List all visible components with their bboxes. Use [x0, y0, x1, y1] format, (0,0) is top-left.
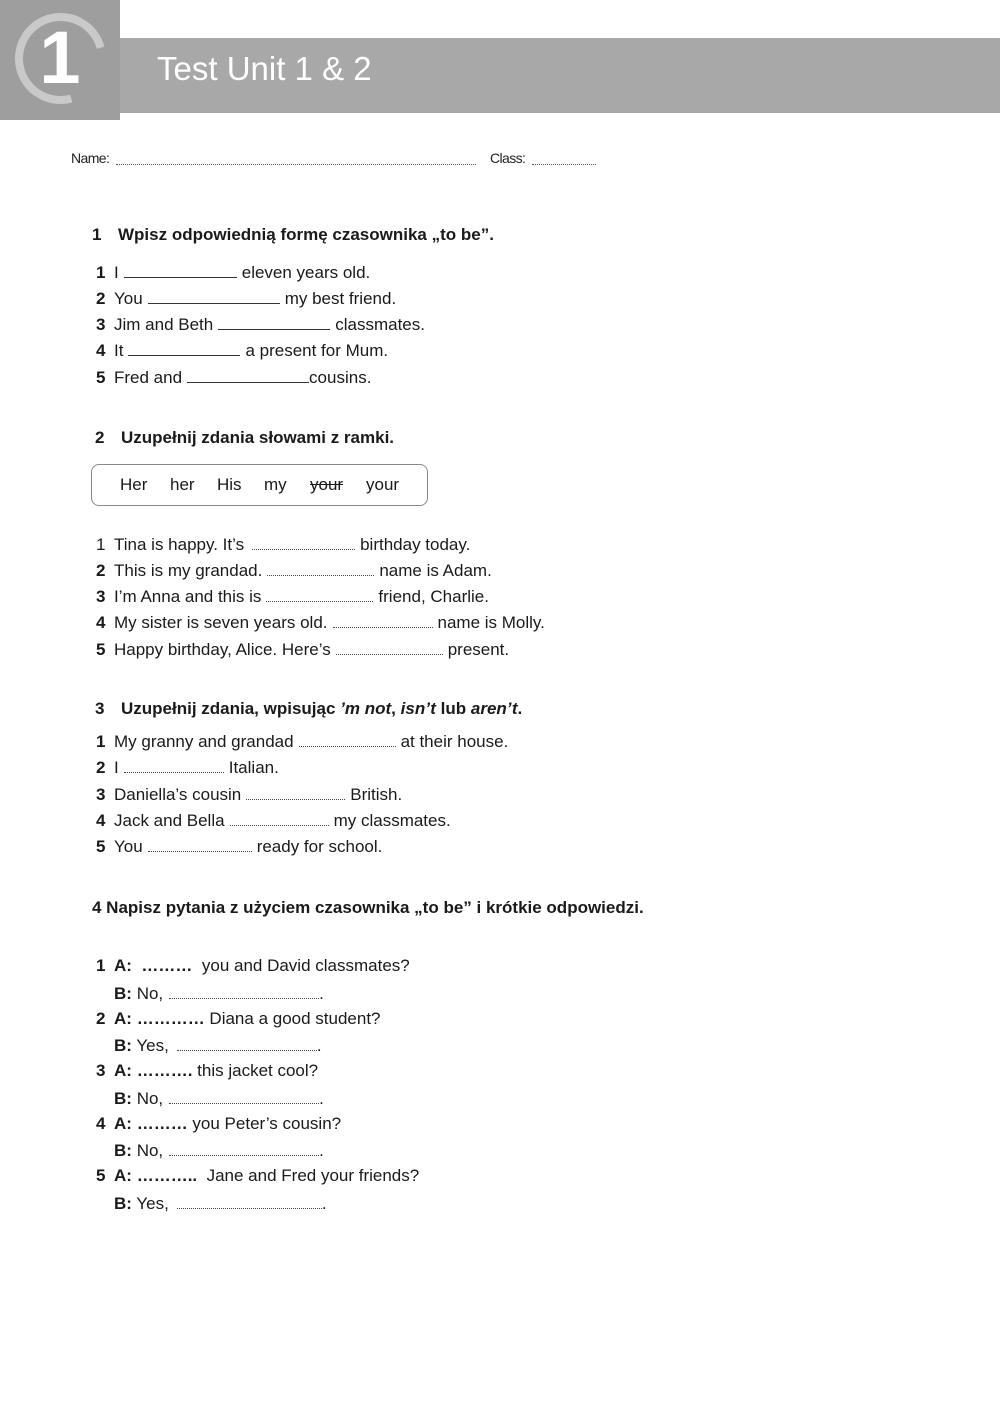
- answer-blank[interactable]: [267, 559, 374, 576]
- item-number: 2: [96, 289, 106, 308]
- class-label: Class:: [490, 150, 526, 166]
- item-text: name is Molly.: [437, 613, 545, 632]
- word-option: her: [170, 475, 195, 494]
- answer-blank[interactable]: [299, 730, 396, 747]
- word-option: your: [366, 475, 400, 494]
- item-text: present.: [447, 640, 510, 659]
- ex3-item-2: [96, 756, 279, 779]
- ex4-item-5-answer: [114, 1192, 327, 1215]
- word-option: my: [264, 475, 287, 494]
- ex4-item-4-answer: [114, 1139, 324, 1162]
- item-number: 3: [96, 1061, 106, 1080]
- question-text: Diana a good student?: [209, 1009, 381, 1028]
- item-text: Jim and Beth: [114, 315, 214, 334]
- unit-number: 1: [39, 16, 81, 99]
- speaker-a-label: A:: [114, 1114, 132, 1133]
- punctuation: ,: [391, 699, 396, 718]
- punctuation: .: [316, 1036, 322, 1055]
- answer-text: No,: [136, 1141, 164, 1160]
- item-number: 3: [96, 587, 106, 606]
- item-text: I: [114, 758, 119, 777]
- item-number: 5: [96, 837, 106, 856]
- punctuation: .: [319, 1141, 324, 1160]
- item-text: cousins.: [309, 368, 372, 387]
- speaker-a-label: A:: [114, 1061, 132, 1080]
- item-text: I: [114, 263, 119, 282]
- item-text: My granny and grandad: [114, 732, 294, 751]
- answer-blank[interactable]: [333, 611, 433, 628]
- speaker-b-label: B:: [114, 1194, 132, 1213]
- word-option: His: [217, 475, 242, 494]
- answer-blank[interactable]: [246, 783, 345, 800]
- ex3-item-5: [96, 835, 382, 858]
- answer-blank[interactable]: [218, 313, 330, 330]
- item-text: my best friend.: [284, 289, 397, 308]
- class-field[interactable]: [532, 164, 596, 165]
- ex4-item-1-answer: [114, 982, 324, 1005]
- item-number: 1: [96, 535, 106, 554]
- question-text: this jacket cool?: [197, 1061, 319, 1080]
- punctuation: .: [319, 984, 324, 1003]
- item-number: 5: [96, 640, 106, 659]
- speaker-a-label: A:: [114, 956, 132, 975]
- answer-blank[interactable]: [230, 809, 329, 826]
- question-blank[interactable]: ………: [136, 1114, 188, 1133]
- question-text: you Peter’s cousin?: [192, 1114, 342, 1133]
- ex1-item-3: [96, 313, 425, 336]
- question-blank[interactable]: ……….: [136, 1061, 193, 1080]
- ex2-item-2: [96, 559, 492, 582]
- question-blank[interactable]: ………..: [136, 1166, 198, 1185]
- item-number: 4: [96, 811, 106, 830]
- item-text: name is Adam.: [379, 561, 492, 580]
- ex2-item-5: [96, 638, 509, 661]
- answer-text: Yes,: [136, 1194, 169, 1213]
- item-text: birthday today.: [360, 535, 471, 554]
- speaker-b-label: B:: [114, 1141, 132, 1160]
- exercise-instruction: Uzupełnij zdania słowami z ramki.: [121, 428, 395, 447]
- item-text: classmates.: [335, 315, 425, 334]
- ex4-item-3-question: [96, 1060, 318, 1082]
- exercise-number: 3: [95, 699, 105, 718]
- ex2-item-1: [96, 533, 470, 556]
- ex3-item-4: [96, 809, 451, 832]
- item-text: my classmates.: [333, 811, 451, 830]
- speaker-b-label: B:: [114, 1089, 132, 1108]
- word-option: Her: [120, 475, 148, 494]
- answer-blank[interactable]: [177, 1192, 322, 1209]
- item-number: 5: [96, 368, 106, 387]
- item-text: Fred and: [114, 368, 183, 387]
- exercise-instruction: Wpisz odpowiednią formę czasownika „to be”.: [118, 225, 494, 244]
- answer-text: Yes,: [136, 1036, 169, 1055]
- answer-blank[interactable]: [187, 366, 309, 383]
- exercise-number: 2: [95, 428, 105, 447]
- ex2-item-4: [96, 611, 545, 634]
- item-text: Italian.: [228, 758, 279, 777]
- item-number: 3: [96, 315, 106, 334]
- exercise-4-heading: 4 Napisz pytania z użyciem czasownika „to be” i krótkie odpowiedzi.: [92, 898, 644, 917]
- item-text: ready for school.: [256, 837, 383, 856]
- item-number: 1: [96, 956, 106, 975]
- item-text: This is my grandad.: [114, 561, 263, 580]
- ex1-item-1: [96, 261, 370, 284]
- exercise-number: 1: [92, 225, 102, 244]
- item-text: Tina is happy. It’s: [114, 535, 245, 554]
- item-text: You: [114, 289, 143, 308]
- answer-blank[interactable]: [169, 982, 319, 999]
- item-number: 4: [96, 1114, 106, 1133]
- exercise-1-heading: [92, 224, 494, 246]
- item-text: British.: [350, 785, 403, 804]
- speaker-a-label: A:: [114, 1166, 132, 1185]
- word-option-used: your: [310, 475, 344, 494]
- answer-blank[interactable]: [169, 1139, 319, 1156]
- item-number: 3: [96, 785, 106, 804]
- item-text: eleven years old.: [241, 263, 371, 282]
- answer-blank[interactable]: [169, 1087, 319, 1104]
- option-isnt: isn’t: [400, 699, 436, 718]
- page-title: Test Unit 1 & 2: [157, 50, 372, 87]
- punctuation: .: [321, 1194, 327, 1213]
- speaker-a-label: A:: [114, 1009, 132, 1028]
- question-blank[interactable]: ………: [141, 956, 193, 975]
- item-text: It: [114, 341, 124, 360]
- item-number: 2: [96, 758, 106, 777]
- answer-text: No,: [136, 1089, 164, 1108]
- ex4-item-5-question: [96, 1165, 419, 1187]
- ex4-item-1-question: [96, 955, 410, 977]
- answer-text: No,: [136, 984, 164, 1003]
- answer-blank[interactable]: [124, 756, 224, 773]
- ex1-item-2: [96, 287, 396, 310]
- item-text: Jack and Bella: [114, 811, 225, 830]
- ex4-item-4-question: [96, 1113, 341, 1135]
- ex1-item-4: [96, 339, 388, 362]
- item-number: 1: [96, 263, 106, 282]
- question-blank[interactable]: …………: [136, 1009, 205, 1028]
- punctuation: .: [517, 699, 523, 718]
- name-field[interactable]: [116, 164, 476, 165]
- item-text: a present for Mum.: [245, 341, 389, 360]
- unit-badge: [0, 0, 120, 120]
- answer-blank[interactable]: [128, 339, 240, 356]
- answer-blank[interactable]: [266, 585, 373, 602]
- item-text: Daniella’s cousin: [114, 785, 242, 804]
- exercise-3-heading: [95, 698, 522, 720]
- item-text: at their house.: [400, 732, 509, 751]
- item-text: Happy birthday, Alice. Here’s: [114, 640, 331, 659]
- item-number: 4: [96, 341, 106, 360]
- exercise-instruction: Uzupełnij zdania, wpisując: [121, 699, 336, 718]
- answer-blank[interactable]: [124, 261, 237, 278]
- item-text: My sister is seven years old.: [114, 613, 328, 632]
- answer-blank[interactable]: [148, 835, 252, 852]
- answer-blank[interactable]: [148, 287, 280, 304]
- option-im-not: ’m not: [340, 699, 392, 718]
- question-text: you and David classmates?: [201, 956, 410, 975]
- item-number: 2: [96, 1009, 106, 1028]
- ex2-item-3: [96, 585, 489, 608]
- ex1-item-5: [96, 366, 371, 389]
- ex3-item-1: [96, 730, 508, 753]
- speaker-b-label: B:: [114, 1036, 132, 1055]
- item-number: 1: [96, 732, 106, 751]
- answer-blank[interactable]: [336, 638, 443, 655]
- item-number: 5: [96, 1166, 106, 1185]
- item-text: I’m Anna and this is: [114, 587, 262, 606]
- exercise-2-heading: [95, 427, 394, 449]
- item-text: friend, Charlie.: [378, 587, 489, 606]
- question-text: Jane and Fred your friends?: [206, 1166, 420, 1185]
- answer-blank[interactable]: [252, 533, 355, 550]
- ex4-item-2-answer: [114, 1034, 322, 1057]
- punctuation: .: [319, 1089, 324, 1108]
- instruction-word: lub: [440, 699, 467, 718]
- ex4-item-3-answer: [114, 1087, 324, 1110]
- item-text: You: [114, 837, 143, 856]
- item-number: 2: [96, 561, 106, 580]
- ex4-item-2-question: [96, 1008, 381, 1030]
- answer-blank[interactable]: [177, 1034, 317, 1051]
- ex3-item-3: [96, 783, 402, 806]
- speaker-b-label: B:: [114, 984, 132, 1003]
- option-arent: aren’t: [470, 699, 518, 718]
- item-number: 4: [96, 613, 106, 632]
- name-label: Name:: [71, 150, 110, 166]
